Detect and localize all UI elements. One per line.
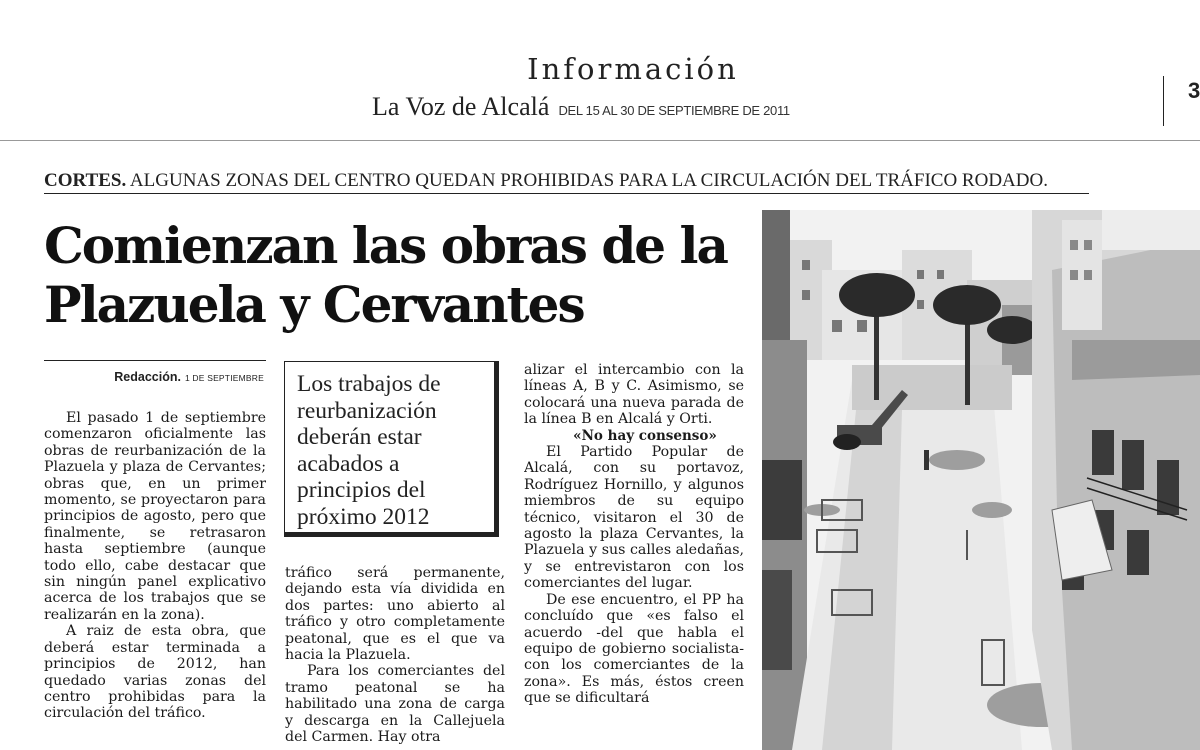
article-column-1 [44, 410, 266, 750]
article-column-3 [524, 362, 744, 750]
construction-photo [762, 210, 1200, 750]
column1-paragraph-2: A raiz de esta obra, que deberá estar terminada a principios de 2012, han quedado varias zonas del centro prohibidas para la circulación del tráfico. [44, 623, 266, 722]
masthead [372, 92, 790, 122]
kicker [44, 170, 1048, 192]
issue-date: DEL 15 AL 30 DE SEPTIEMBRE DE 2011 [558, 103, 790, 118]
byline-date: 1 DE SEPTIEMBRE [184, 373, 264, 383]
column3-paragraph-2: El Partido Popular de Alcalá, con su portavoz, Rodríguez Hornillo, y algunos miembros de su equipo técnico, visitaron el 30 de agosto la plaza Cervantes, la Plazuela y sus calles aledañas, y se entrevistaron con los comerciantes del lugar. [524, 444, 744, 592]
kicker-rule [44, 193, 1089, 194]
pullquote: Los trabajos de reurbanización deberán estar acabados a principios del próximo 2012 [297, 371, 441, 530]
header-rule [0, 140, 1200, 141]
headline: Comienzan las obras de la Plazuela y Cervantes [44, 216, 727, 334]
byline-author: Redacción. [114, 370, 181, 384]
column2-paragraph-2: Para los comerciantes del tramo peatonal se ha habilitado una zona de carga y descarga en la Callejuela del Carmen. Hay otra [285, 663, 505, 746]
page-divider [1163, 76, 1164, 126]
kicker-label: CORTES. [44, 170, 127, 191]
section-title: Información [527, 52, 739, 86]
column3-paragraph-3: De ese encuentro, el PP ha concluído que «es falso el acuerdo -del que habla el equipo de gobierno socialista- con los comerciantes de la zona». Es más, éstos creen que se dificultará [524, 591, 744, 707]
kicker-text: ALGUNAS ZONAS DEL CENTRO QUEDAN PROHIBIDAS PARA LA CIRCULACIÓN DEL TRÁFICO RODADO. [126, 170, 1048, 191]
byline [44, 370, 264, 384]
article-column-2 [285, 565, 505, 750]
column2-paragraph-1: tráfico será permanente, dejando esta vía dividida en dos partes: uno abierto al tráfico y otro completamente peatonal, que es el que va hacia la Plazuela. [285, 565, 505, 664]
byline-rule [44, 360, 266, 361]
column3-paragraph-1: alizar el intercambio con la líneas A, B y C. Asimismo, se colocará una nueva parada de la línea B en Alcalá y Orti. [524, 362, 744, 428]
column3-subhead: «No hay consenso» [573, 427, 717, 444]
newspaper-name: La Voz de Alcalá [372, 92, 550, 121]
page-number: 3 [1188, 78, 1200, 103]
column1-paragraph-1: El pasado 1 de septiembre comenzaron oficialmente las obras de reurbanización de la Plazuela y plaza de Cervantes; obras que, en un primer momento, se proyectaron para principios de agosto, pero que finalmente, se retrasaron hasta septiembre (aunque todo ello, cabe destacar que sin ningún panel explicativo acerca de los trabajos que se realizarán en la zona). [44, 410, 266, 623]
